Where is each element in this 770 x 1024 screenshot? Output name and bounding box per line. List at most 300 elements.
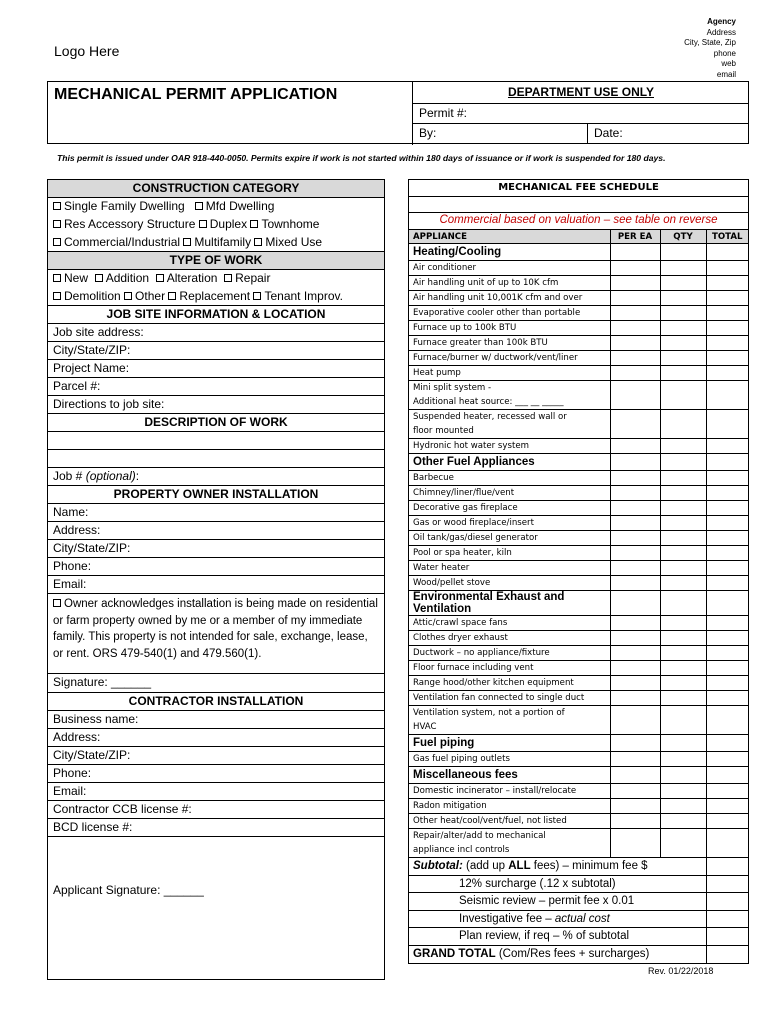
department-use-heading: DEPARTMENT USE ONLY [413,82,749,104]
investigative-text: Investigative fee – [459,912,555,925]
quantity-cell[interactable] [660,784,706,799]
field-label: Job site address: [53,325,144,339]
owner-signature-field[interactable] [48,674,384,693]
fee-category-row [409,735,748,752]
fee-category-label: Miscellaneous fees [409,767,610,784]
fee-item-label: Other heat/cool/vent/fuel, not listed [409,814,610,829]
subtotal-row [409,858,748,876]
fee-item-row [409,261,748,276]
fee-item-label: Gas fuel piping outlets [409,752,610,767]
fee-item-label: Water heater [409,561,610,576]
column-header: APPLIANCE [409,230,610,244]
checkbox[interactable] [95,274,103,282]
total-cell[interactable] [706,706,748,735]
acknowledgement-text: Owner acknowledges installation is being made on residential or farm property owned by me or a member of my immediate family. This property is not intended for sale, exchange, lease, or rent. ORS 479-540(1) and 479.560(1). [53,598,378,660]
contractor-email-field[interactable] [48,783,384,801]
applicant-signature-field[interactable] [48,837,384,979]
per-each-cell[interactable] [610,561,660,576]
checkbox[interactable] [199,220,207,228]
fee-item-label: Furnace up to 100k BTU [409,321,610,336]
surcharge-value-cell[interactable] [706,875,748,893]
quantity-cell[interactable] [660,646,706,661]
total-cell[interactable] [706,561,748,576]
per-each-cell[interactable] [610,366,660,381]
applicant-section [47,179,385,980]
agency-address: Address [706,27,736,37]
fee-item-row [409,784,748,799]
option-label: Replacement [179,289,251,303]
fee-category-label: Other Fuel Appliances [409,454,610,471]
option-label: Mfd Dwelling [205,199,275,213]
fee-item-row [409,691,748,706]
fee-item-label: Radon mitigation [409,799,610,814]
total-cell[interactable] [706,752,748,767]
quantity-cell[interactable] [660,351,706,366]
empty-cell [706,735,748,752]
agency-city: City, State, Zip [684,38,736,47]
work-row-1 [48,270,384,288]
total-cell[interactable] [706,631,748,646]
seismic-row [409,893,748,911]
fee-category-label: Heating/Cooling [409,244,610,261]
grand-total-label [409,945,706,963]
fee-item-label: Furnace greater than 100k BTU [409,336,610,351]
total-cell[interactable] [706,291,748,306]
owner-email-field[interactable] [48,576,384,594]
fee-item-row [409,752,748,767]
per-each-cell[interactable] [610,410,660,439]
fee-item-row [409,439,748,454]
checkbox[interactable] [53,202,61,210]
fee-item-label: Domestic incinerator – install/relocate [409,784,610,799]
quantity-cell[interactable] [660,306,706,321]
total-cell[interactable] [706,784,748,799]
fee-category-row [409,591,748,616]
fee-item-row [409,336,748,351]
field-label: Signature: ______ [53,675,152,689]
field-label: Address: [53,730,101,744]
per-each-cell[interactable] [610,381,660,410]
business-name-field[interactable] [48,711,384,729]
logo-placeholder: Logo Here [54,43,120,59]
fee-item-label: Mini split system - Additional heat source: ___ __ _____ [409,381,610,410]
fee-item-label: Ventilation system, not a portion of HVAC [409,706,610,735]
total-cell[interactable] [706,516,748,531]
per-each-cell[interactable] [610,531,660,546]
quantity-cell[interactable] [660,631,706,646]
plan-review-value-cell[interactable] [706,928,748,946]
per-each-cell[interactable] [610,576,660,591]
per-each-cell[interactable] [610,829,660,858]
fee-item-row [409,616,748,631]
total-cell[interactable] [706,799,748,814]
per-each-cell[interactable] [610,661,660,676]
field-label: Address: [53,523,101,537]
fee-item-row [409,366,748,381]
agency-phone: phone [713,48,736,58]
total-cell[interactable] [706,306,748,321]
grand-total-title: GRAND TOTAL [413,948,496,960]
subtotal-text: (add up [462,860,509,873]
quantity-cell[interactable] [660,336,706,351]
per-each-cell[interactable] [610,351,660,366]
fee-item-row [409,276,748,291]
fee-item-label: Gas or wood fireplace/insert [409,516,610,531]
fee-table-body [409,244,748,858]
fee-category-row [409,454,748,471]
fee-item-label: Suspended heater, recessed wall or floor mounted [409,410,610,439]
description-line[interactable] [48,432,384,450]
empty-cell [660,767,706,784]
per-each-cell[interactable] [610,336,660,351]
empty-cell [660,454,706,471]
quantity-cell[interactable] [660,706,706,735]
subtotal-text: fees) – minimum fee $ [530,860,648,873]
total-cell[interactable] [706,410,748,439]
subtotal-title: Subtotal: [413,860,463,873]
plan-review-label: Plan review, if req – % of subtotal [409,928,706,946]
per-each-cell[interactable] [610,291,660,306]
fee-category-row [409,767,748,784]
empty-cell [610,735,660,752]
contractor-city-field[interactable] [48,747,384,765]
agency-name: Agency [707,17,736,26]
quantity-cell[interactable] [660,546,706,561]
fee-item-row [409,321,748,336]
empty-cell [660,244,706,261]
field-label: Phone: [53,766,92,780]
empty-cell [706,454,748,471]
contractor-address-field[interactable] [48,729,384,747]
fee-item-label: Clothes dryer exhaust [409,631,610,646]
total-cell[interactable] [706,351,748,366]
option-label: Townhome [261,217,320,231]
fee-item-row [409,829,748,858]
per-each-cell[interactable] [610,616,660,631]
permit-notice: This permit is issued under OAR 918-440-0050. Permits expire if work is not started within 180 days of issuance or if work is suspended for 180 days. [57,153,666,163]
quantity-cell[interactable] [660,501,706,516]
page-title: MECHANICAL PERMIT APPLICATION [54,86,338,103]
option-label: Alteration [166,271,218,285]
construction-row-3 [48,234,384,252]
owner-acknowledgement [48,594,384,674]
per-each-cell[interactable] [610,814,660,829]
quantity-cell[interactable] [660,439,706,454]
fee-item-label: Air conditioner [409,261,610,276]
per-each-cell[interactable] [610,471,660,486]
quantity-cell[interactable] [660,752,706,767]
investigative-italic: actual cost [554,912,610,925]
total-cell[interactable] [706,531,748,546]
fee-item-label: Oil tank/gas/diesel generator [409,531,610,546]
per-each-cell[interactable] [610,752,660,767]
project-name-field[interactable] [48,360,384,378]
total-cell[interactable] [706,321,748,336]
quantity-cell[interactable] [660,516,706,531]
fee-item-row [409,381,748,410]
field-label: Job # [53,469,86,483]
agency-block [684,17,736,80]
optional-label: (optional) [85,469,136,483]
checkbox[interactable] [53,599,61,607]
fee-item-row [409,631,748,646]
checkbox[interactable] [183,238,191,246]
contractor-phone-field[interactable] [48,765,384,783]
total-cell[interactable] [706,576,748,591]
field-label: Parcel #: [53,379,101,393]
total-cell[interactable] [706,546,748,561]
fee-item-label: Chimney/liner/flue/vent [409,486,610,501]
date-label: Date: [594,126,623,140]
fee-item-label: Heat pump [409,366,610,381]
fee-item-label: Pool or spa heater, kiln [409,546,610,561]
fee-item-label: Evaporative cooler other than portable [409,306,610,321]
ccb-license-field[interactable] [48,801,384,819]
subtotal-label [409,858,706,876]
total-cell[interactable] [706,486,748,501]
fee-item-row [409,814,748,829]
per-each-cell[interactable] [610,691,660,706]
per-each-cell[interactable] [610,706,660,735]
fee-item-row [409,706,748,735]
fee-item-row [409,291,748,306]
fee-item-row [409,799,748,814]
plan-review-row [409,928,748,946]
total-cell[interactable] [706,646,748,661]
total-cell[interactable] [706,829,748,858]
permit-number-field[interactable] [413,104,749,124]
fee-schedule [408,179,749,964]
title-box [47,81,749,144]
owner-installation-heading: PROPERTY OWNER INSTALLATION [48,486,384,504]
field-label: BCD license #: [53,820,133,834]
quantity-cell[interactable] [660,276,706,291]
field-label: City/State/ZIP: [53,541,131,555]
owner-city-field[interactable] [48,540,384,558]
quantity-cell[interactable] [660,321,706,336]
seismic-label: Seismic review – permit fee x 0.01 [409,893,706,911]
parcel-field[interactable] [48,378,384,396]
checkbox[interactable] [124,292,132,300]
empty-cell [706,767,748,784]
per-each-cell[interactable] [610,276,660,291]
option-label: Multifamily [194,235,252,249]
fee-category-label: Environmental Exhaust and Ventilation [409,591,610,616]
fee-item-row [409,486,748,501]
fee-item-label: Hydronic hot water system [409,439,610,454]
description-heading: DESCRIPTION OF WORK [48,414,384,432]
total-cell[interactable] [706,276,748,291]
quantity-cell[interactable] [660,486,706,501]
surcharge-row [409,875,748,893]
commercial-note: Commercial based on valuation – see table on reverse [439,214,718,226]
checkbox[interactable] [224,274,232,282]
checkbox[interactable] [168,292,176,300]
quantity-cell[interactable] [660,829,706,858]
option-label: Duplex [209,217,248,231]
per-each-cell[interactable] [610,516,660,531]
quantity-cell[interactable] [660,531,706,546]
quantity-cell[interactable] [660,576,706,591]
quantity-cell[interactable] [660,616,706,631]
blank-row [409,197,748,213]
column-header: QTY [660,230,706,244]
field-label: : [135,469,140,483]
option-label: Single Family Dwelling [64,199,185,213]
fee-item-row [409,471,748,486]
construction-row-2 [48,216,384,234]
option-label: Tenant Improv. [264,289,343,303]
quantity-cell[interactable] [660,676,706,691]
quantity-cell[interactable] [660,691,706,706]
empty-cell [610,767,660,784]
checkbox[interactable] [250,220,258,228]
checkbox[interactable] [53,274,61,282]
option-label: Commercial/Industrial [64,235,181,249]
fee-item-row [409,546,748,561]
empty-cell [706,591,748,616]
fee-item-row [409,646,748,661]
fee-item-row [409,531,748,546]
checkbox[interactable] [253,292,261,300]
owner-address-field[interactable] [48,522,384,540]
total-cell[interactable] [706,261,748,276]
surcharge-label: 12% surcharge (.12 x subtotal) [409,875,706,893]
per-each-cell[interactable] [610,439,660,454]
quantity-cell[interactable] [660,814,706,829]
work-row-2 [48,288,384,306]
directions-field[interactable] [48,396,384,414]
fee-schedule-heading: MECHANICAL FEE SCHEDULE [409,180,748,197]
fee-item-row [409,576,748,591]
checkbox[interactable] [53,292,61,300]
per-each-cell[interactable] [610,631,660,646]
total-cell[interactable] [706,501,748,516]
fee-item-row [409,661,748,676]
quantity-cell[interactable] [660,410,706,439]
option-label: Addition [105,271,150,285]
total-cell[interactable] [706,336,748,351]
per-each-cell[interactable] [610,799,660,814]
job-site-city-field[interactable] [48,342,384,360]
option-label: Demolition [64,289,121,303]
bcd-license-field[interactable] [48,819,384,837]
total-cell[interactable] [706,691,748,706]
grand-total-row [409,945,748,963]
fee-item-row [409,306,748,321]
date-field[interactable] [587,124,623,143]
per-each-cell[interactable] [610,784,660,799]
fee-item-label: Attic/crawl space fans [409,616,610,631]
quantity-cell[interactable] [660,261,706,276]
construction-row-1 [48,198,384,216]
quantity-cell[interactable] [660,366,706,381]
fee-item-label: Wood/pellet stove [409,576,610,591]
per-each-cell[interactable] [610,486,660,501]
job-number-field[interactable] [48,468,384,486]
total-cell[interactable] [706,471,748,486]
field-label: Project Name: [53,361,130,375]
fee-table-header [409,230,748,244]
option-label: New [64,271,89,285]
total-cell[interactable] [706,661,748,676]
fee-category-row [409,244,748,261]
checkbox[interactable] [156,274,164,282]
total-cell[interactable] [706,814,748,829]
option-label: Other [135,289,166,303]
field-label: Name: [53,505,89,519]
description-line[interactable] [48,450,384,468]
field-label: City/State/ZIP: [53,343,131,357]
by-label: By: [419,126,437,140]
fee-item-label: Air handling unit 10,001K cfm and over [409,291,610,306]
total-cell[interactable] [706,439,748,454]
job-site-address-field[interactable] [48,324,384,342]
empty-cell [610,454,660,471]
per-each-cell[interactable] [610,501,660,516]
field-label: Business name: [53,712,139,726]
quantity-cell[interactable] [660,561,706,576]
fee-item-label: Ductwork – no appliance/fixture [409,646,610,661]
fee-item-row [409,501,748,516]
empty-cell [610,591,660,616]
seismic-value-cell[interactable] [706,893,748,911]
total-cell[interactable] [706,676,748,691]
per-each-cell[interactable] [610,261,660,276]
contractor-installation-heading: CONTRACTOR INSTALLATION [48,693,384,711]
construction-category-heading: CONSTRUCTION CATEGORY [48,180,384,198]
empty-cell [660,735,706,752]
quantity-cell[interactable] [660,661,706,676]
per-each-cell[interactable] [610,546,660,561]
fee-table [409,229,748,963]
fee-item-row [409,676,748,691]
agency-email: email [716,69,736,79]
total-cell[interactable] [706,381,748,410]
type-of-work-heading: TYPE OF WORK [48,252,384,270]
quantity-cell[interactable] [660,291,706,306]
column-header: PER EA [610,230,660,244]
subtotal-value-cell[interactable] [706,858,748,876]
agency-web: web [721,59,736,68]
per-each-cell[interactable] [610,676,660,691]
grand-total-value-cell[interactable] [706,945,748,963]
grand-total-note: (Com/Res fees + surcharges) [495,948,650,960]
per-each-cell[interactable] [610,646,660,661]
quantity-cell[interactable] [660,381,706,410]
option-label: Res Accessory Structure [64,217,196,231]
checkbox[interactable] [254,238,262,246]
option-label: Mixed Use [265,235,323,249]
per-each-cell[interactable] [610,321,660,336]
fee-item-label: Furnace/burner w/ ductwork/vent/liner [409,351,610,366]
investigative-value-cell[interactable] [706,910,748,928]
per-each-cell[interactable] [610,306,660,321]
permit-number-label: Permit #: [419,106,468,120]
checkbox[interactable] [195,202,203,210]
checkbox[interactable] [53,238,61,246]
total-cell[interactable] [706,616,748,631]
fee-category-label: Fuel piping [409,735,610,752]
quantity-cell[interactable] [660,799,706,814]
quantity-cell[interactable] [660,471,706,486]
owner-phone-field[interactable] [48,558,384,576]
total-cell[interactable] [706,366,748,381]
empty-cell [660,591,706,616]
by-field[interactable] [413,124,749,144]
checkbox[interactable] [53,220,61,228]
owner-name-field[interactable] [48,504,384,522]
